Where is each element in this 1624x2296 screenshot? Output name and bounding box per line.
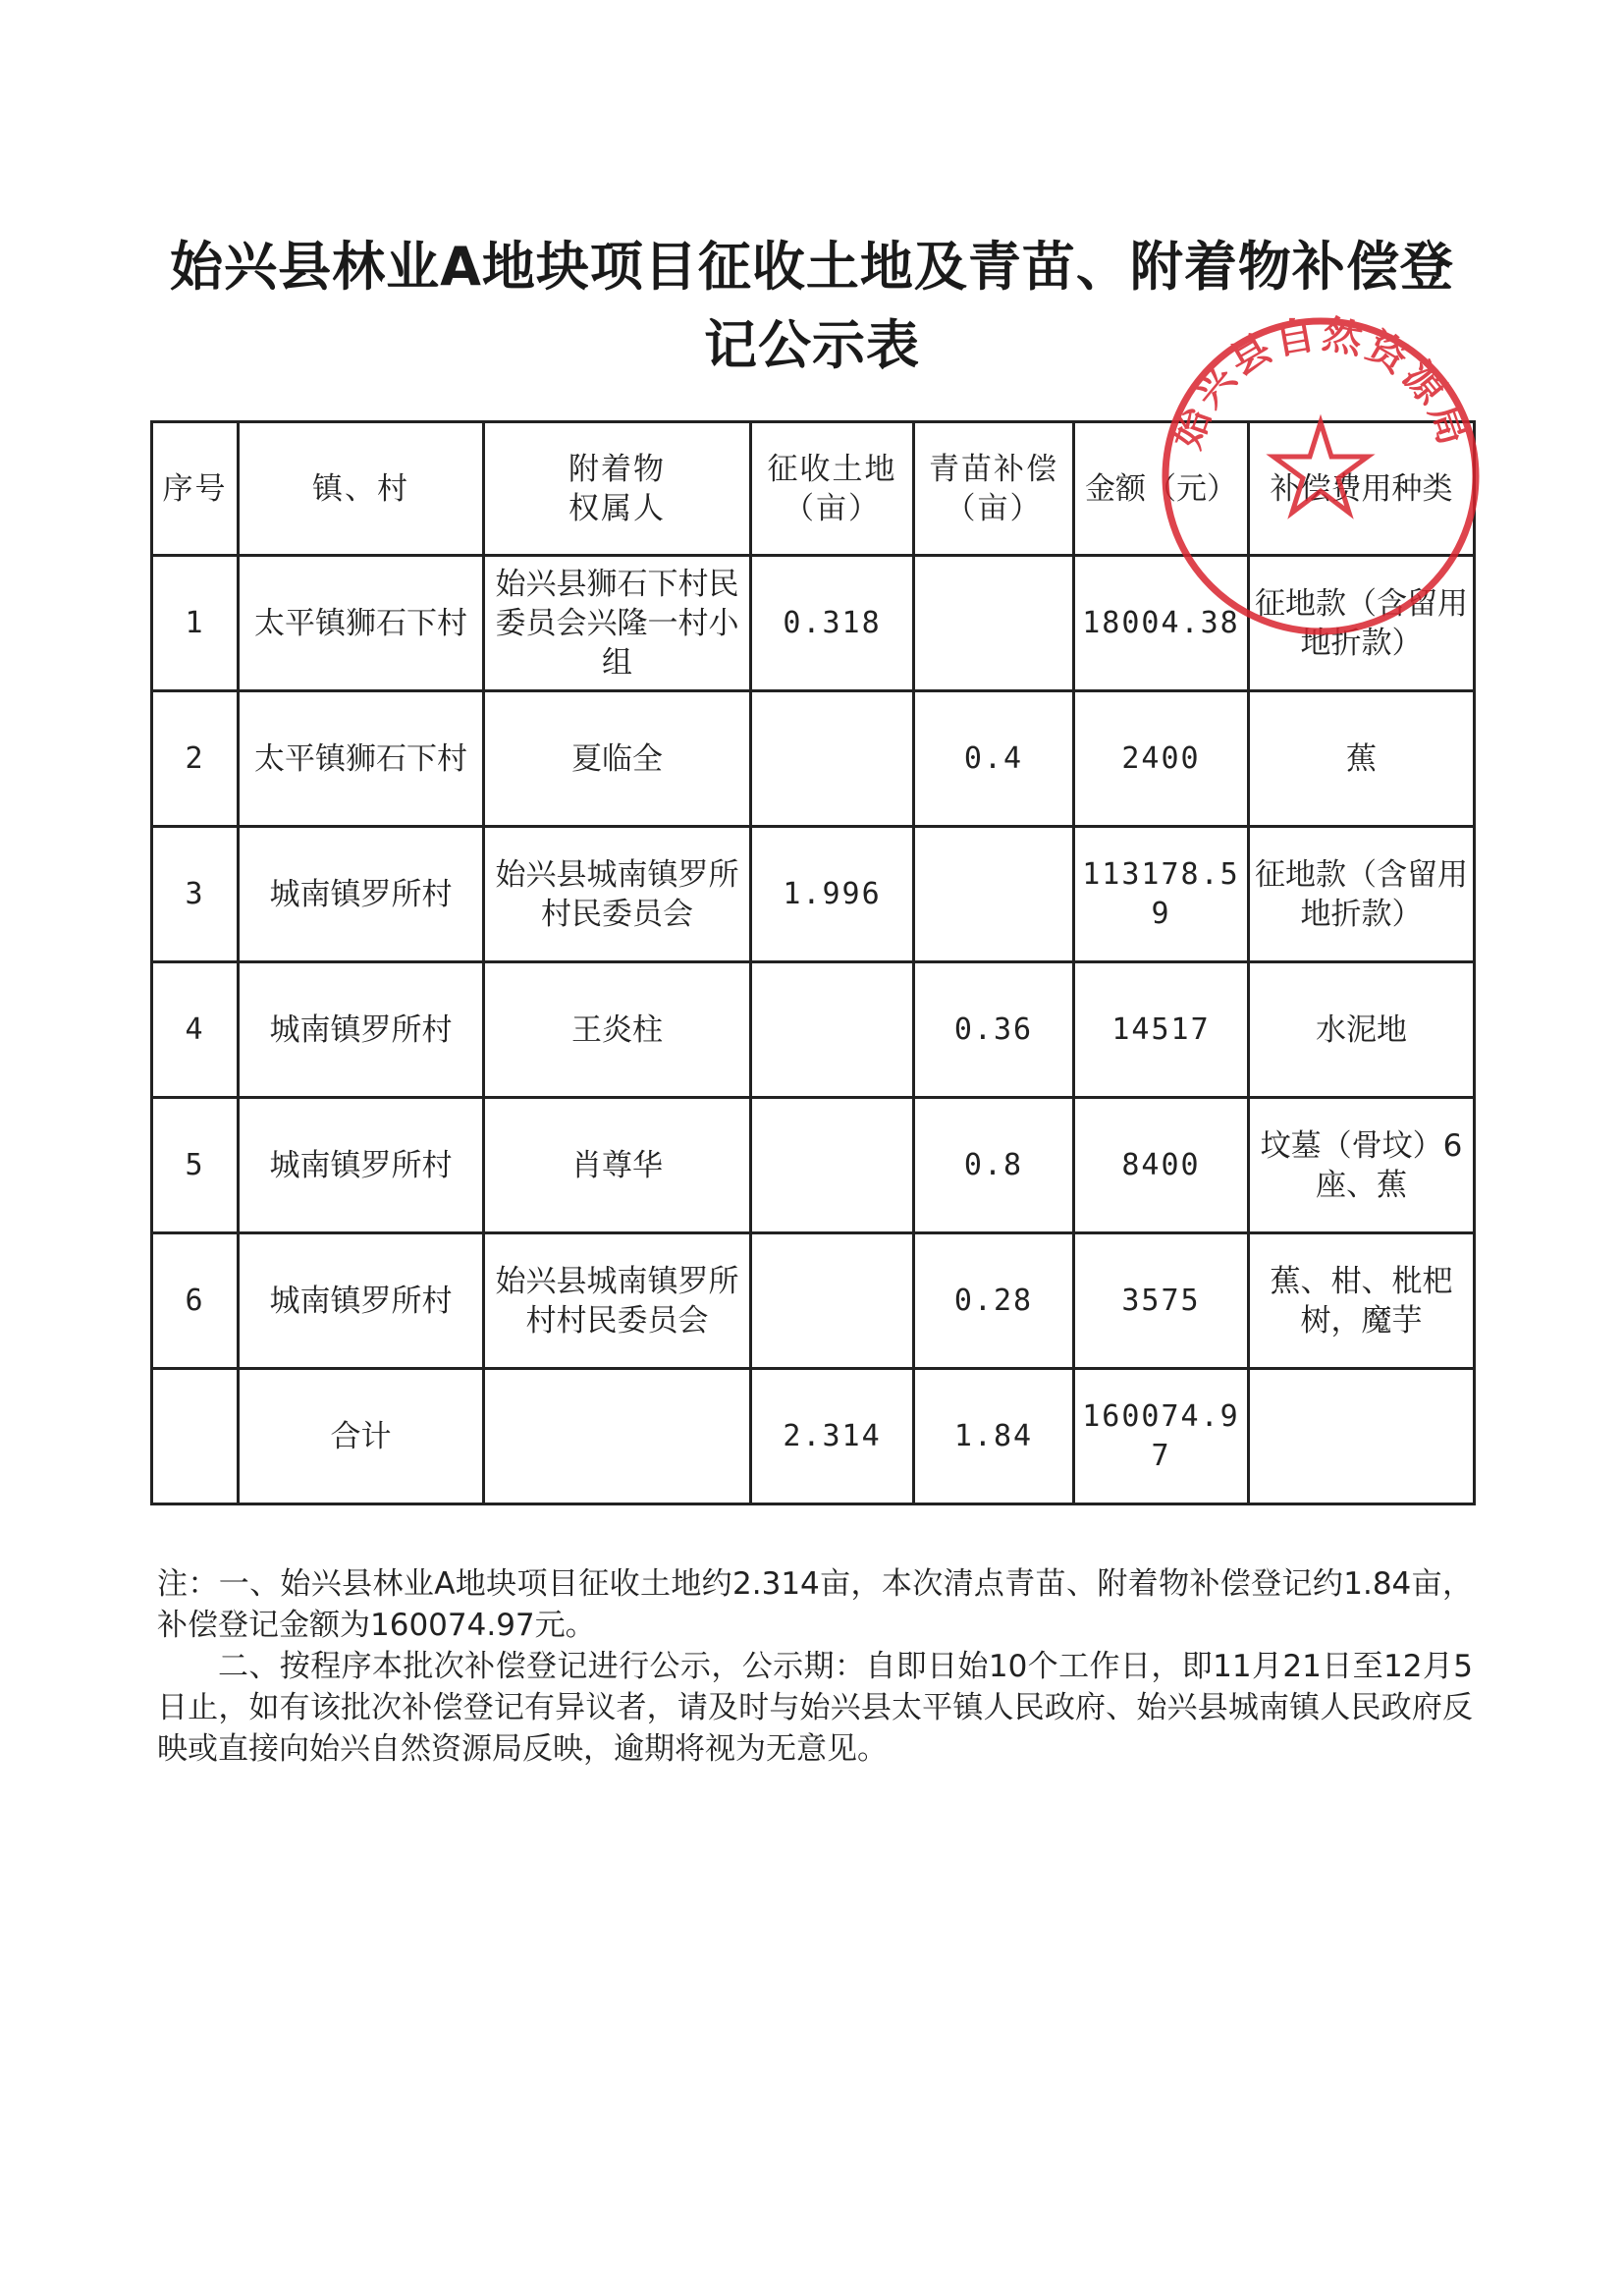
header-land [751, 422, 914, 556]
table-row [152, 962, 1475, 1098]
cell-seq: 4 [152, 962, 239, 1098]
total-type [1249, 1369, 1475, 1504]
cell-town: 太平镇狮石下村 [239, 556, 484, 691]
cell-type: 水泥地 [1249, 962, 1475, 1098]
header-type: 补偿费用种类 [1249, 422, 1475, 556]
cell-owner: 夏临全 [484, 691, 751, 827]
cell-type: 征地款（含留用地折款） [1249, 827, 1475, 962]
table-row [152, 556, 1475, 691]
document-title [147, 228, 1477, 385]
cell-town: 太平镇狮石下村 [239, 691, 484, 827]
total-owner [484, 1369, 751, 1504]
cell-crop: 0.4 [914, 691, 1074, 827]
cell-town: 城南镇罗所村 [239, 1233, 484, 1369]
cell-land [751, 1233, 914, 1369]
title-line-1: 始兴县林业A地块项目征收土地及青苗、附着物补偿登 [170, 236, 1454, 298]
cell-type: 征地款（含留用地折款） [1249, 556, 1475, 691]
cell-land [751, 691, 914, 827]
cell-owner: 肖尊华 [484, 1098, 751, 1233]
cell-town: 城南镇罗所村 [239, 1098, 484, 1233]
header-owner-line-2: 权属人 [568, 490, 666, 526]
cell-amount: 8400 [1074, 1098, 1249, 1233]
cell-land [751, 1098, 914, 1233]
table-header-row [152, 422, 1475, 556]
table-row [152, 1233, 1475, 1369]
table-row [152, 691, 1475, 827]
header-land-line-1: 征收土地 [767, 451, 897, 487]
cell-crop: 0.36 [914, 962, 1074, 1098]
note-2: 二、按程序本批次补偿登记进行公示，公示期：自即日始10个工作日，即11月21日至12月5日止，如有该批次补偿登记有异议者，请及时与始兴县太平镇人民政府、始兴县城南镇人民政府反映或直接向始兴自然资源局反映，逾期将视为无意见。 [157, 1649, 1473, 1767]
cell-crop: 0.28 [914, 1233, 1074, 1369]
total-amount: 160074.97 [1074, 1369, 1249, 1504]
cell-seq: 5 [152, 1098, 239, 1233]
cell-amount: 113178.59 [1074, 827, 1249, 962]
total-seq [152, 1369, 239, 1504]
cell-owner: 始兴县城南镇罗所村民委员会 [484, 827, 751, 962]
cell-town: 城南镇罗所村 [239, 827, 484, 962]
cell-seq: 6 [152, 1233, 239, 1369]
cell-owner: 始兴县城南镇罗所村村民委员会 [484, 1233, 751, 1369]
cell-seq: 3 [152, 827, 239, 962]
cell-crop: 0.8 [914, 1098, 1074, 1233]
total-label: 合计 [239, 1369, 484, 1504]
table-row [152, 827, 1475, 962]
header-owner [484, 422, 751, 556]
cell-land [751, 962, 914, 1098]
title-line-2: 记公示表 [704, 314, 920, 376]
cell-type: 坟墓（骨坟）6座、蕉 [1249, 1098, 1475, 1233]
cell-type: 蕉、柑、枇杷树，魔芋 [1249, 1233, 1475, 1369]
header-crop [914, 422, 1074, 556]
cell-crop [914, 556, 1074, 691]
cell-amount: 3575 [1074, 1233, 1249, 1369]
cell-owner: 王炎柱 [484, 962, 751, 1098]
header-owner-line-1: 附着物 [568, 451, 666, 487]
total-crop: 1.84 [914, 1369, 1074, 1504]
table-total-row [152, 1369, 1475, 1504]
cell-owner: 始兴县狮石下村民委员会兴隆一村小组 [484, 556, 751, 691]
seal-text-path: 始兴县自然资源局 [1164, 311, 1478, 455]
total-land: 2.314 [751, 1369, 914, 1504]
notes-section [157, 1563, 1473, 1770]
header-crop-line-2: （亩） [945, 490, 1043, 526]
cell-amount: 14517 [1074, 962, 1249, 1098]
header-land-line-2: （亩） [784, 490, 881, 526]
cell-land: 0.318 [751, 556, 914, 691]
cell-land: 1.996 [751, 827, 914, 962]
cell-crop [914, 827, 1074, 962]
table-row [152, 1098, 1475, 1233]
note-1: 注：一、始兴县林业A地块项目征收土地约2.314亩，本次清点青苗、附着物补偿登记约1.84亩，补偿登记金额为160074.97元。 [157, 1566, 1473, 1643]
header-seq: 序号 [152, 422, 239, 556]
header-town: 镇、村 [239, 422, 484, 556]
header-amount: 金额（元） [1074, 422, 1249, 556]
cell-type: 蕉 [1249, 691, 1475, 827]
cell-town: 城南镇罗所村 [239, 962, 484, 1098]
cell-seq: 2 [152, 691, 239, 827]
cell-amount: 18004.38 [1074, 556, 1249, 691]
header-crop-line-1: 青苗补偿 [929, 451, 1058, 487]
cell-seq: 1 [152, 556, 239, 691]
compensation-table [150, 420, 1476, 1505]
cell-amount: 2400 [1074, 691, 1249, 827]
